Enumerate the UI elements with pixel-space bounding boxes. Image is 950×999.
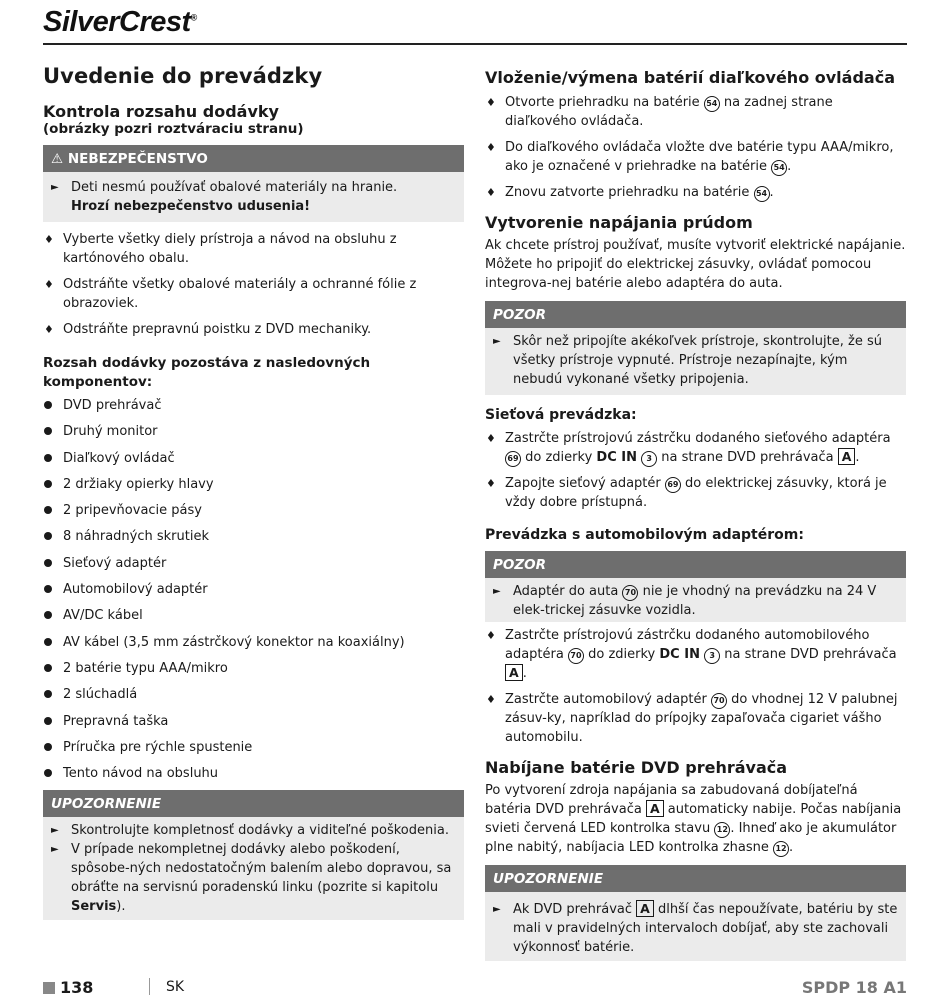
diamond-bullet-icon: ♦ [44, 233, 54, 246]
list-item: Sieťový adaptér [43, 554, 464, 573]
diamond-bullet-icon: ♦ [44, 323, 54, 336]
diamond-bullet-icon: ♦ [486, 477, 496, 490]
unpack-steps [43, 230, 464, 339]
note-item: ► Skontrolujte kompletnosť dodávky a viditeľné poškodenia. [51, 823, 449, 839]
danger-item: ► Deti nesmú používať obalové materiály na hranie. Hrozí nebezpečenstvo udusenia! [51, 180, 398, 214]
pozor-head: POZOR [485, 301, 906, 328]
mains-steps [485, 429, 906, 512]
arrow-bullet-icon: ► [51, 182, 59, 193]
note-head: UPOZORNENIE [43, 790, 464, 817]
ref-number: 54 [771, 160, 787, 176]
list-item: DVD prehrávač [43, 396, 464, 415]
list-item: Automobilový adaptér [43, 580, 464, 599]
diamond-bullet-icon: ♦ [486, 432, 496, 445]
note-box [43, 790, 464, 920]
diamond-bullet-icon: ♦ [486, 693, 496, 706]
footer-divider [149, 978, 150, 995]
pozor-box [485, 301, 906, 395]
list-item: 2 držiaky opierky hlavy [43, 475, 464, 494]
list-item: ♦ Otvorte priehradku na batérie 54 na zadnej strane diaľkového ovládača. [486, 95, 833, 129]
list-item: ♦ Do diaľkového ovládača vložte dve batérie typu AAA/mikro, ako je označené v priehradke na batérie 54 . [486, 140, 894, 174]
list-item: Druhý monitor [43, 422, 464, 441]
model-number: SPDP 18 A1 [801, 978, 907, 997]
pozor-item: ► Skôr než pripojíte akékoľvek prístroje, skontrolujte, že sú všetky prístroje vypnuté. Prístroje nezapínajte, kým nebudú vykonané všetky pripojenia. [493, 334, 882, 387]
list-item: Prepravná taška [43, 712, 464, 731]
arrow-bullet-icon: ► [493, 586, 501, 597]
contents-title: Rozsah dodávky pozostáva z nasledovných komponentov: [43, 355, 371, 390]
list-item: 2 pripevňovacie pásy [43, 501, 464, 520]
list-item: 2 batérie typu AAA/mikro [43, 659, 464, 678]
page-footer [43, 977, 907, 999]
power-title: Vytvorenie napájania prúdom [485, 213, 753, 232]
battery-steps [485, 93, 906, 202]
pozor-box [485, 551, 906, 622]
ref-number: 54 [704, 96, 720, 112]
page-marker-icon [43, 982, 55, 994]
danger-head: ⚠ NEBEZPEČENSTVO [43, 145, 464, 172]
page-title: Uvedenie do prevádzky [43, 64, 323, 88]
list-item: ♦ Zastrčte prístrojovú zástrčku dodaného automobilového adaptéra 70 do zdierky DC IN 3 na strane DVD prehrávača A . [486, 628, 897, 681]
language-code: SK [166, 979, 185, 995]
diamond-bullet-icon: ♦ [486, 141, 496, 154]
note-box [485, 865, 906, 961]
list-item: ♦ Odstráňte všetky obalové materiály a ochranné fólie z obrazoviek. [44, 277, 417, 311]
note-head: UPOZORNENIE [485, 865, 906, 892]
list-item: Diaľkový ovládač [43, 449, 464, 468]
list-item: Príručka pre rýchle spustenie [43, 738, 464, 757]
section-subtitle: (obrázky pozri roztváraciu stranu) [43, 121, 304, 137]
arrow-bullet-icon: ► [493, 904, 501, 915]
ref-number: 54 [754, 186, 770, 202]
list-item: ♦ Zastrčte prístrojovú zástrčku dodaného sieťového adaptéra 69 do zdierky DC IN 3 na strane DVD prehrávača A . [486, 431, 891, 465]
arrow-bullet-icon: ► [493, 336, 501, 347]
warning-triangle-icon: ⚠ [51, 151, 64, 167]
header-rule [43, 43, 907, 45]
arrow-bullet-icon: ► [51, 844, 59, 856]
car-steps [485, 626, 906, 747]
diamond-bullet-icon: ♦ [486, 96, 496, 109]
pozor-item: ► Adaptér do auta 70 nie je vhodný na prevádzku na 24 V elek-trickej zásuvke vozidla. [493, 584, 877, 618]
mains-title: Sieťová prevádzka: [485, 407, 637, 423]
list-item: ♦ Vyberte všetky diely prístroja a návod na obsluhu z kartónového obalu. [44, 232, 397, 266]
list-item: 2 slúchadlá [43, 685, 464, 704]
note-item: ► V prípade nekompletnej dodávky alebo poškodení, spôsobe-ných nedostatočným balením alebo dopravou, sa obráťte na servisnú poradenskú linku (pozrite si kapitolu Servis). [51, 842, 452, 915]
charge-text: Po vytvorení zdroja napájania sa zabudovaná dobíjateľná batéria DVD prehrávača A automaticky nabije. Počas nabíjania svieti červená LED kontrolka stavu 12 . Ihneď ako je akumulátor plne nabitý, nabíjacia LED kontrolka zhasne 12 . [485, 783, 902, 855]
list-item: Tento návod na obsluhu [43, 764, 464, 783]
charge-title: Nabíjane batérie DVD prehrávača [485, 758, 788, 777]
section-title: Kontrola rozsahu dodávky [43, 102, 279, 121]
list-item: AV/DC kábel [43, 606, 464, 625]
list-item: ♦ Odstráňte prepravnú poistku z DVD mechaniky. [44, 322, 372, 337]
note-item: ► Ak DVD prehrávač A dlhší čas nepoužívate, batériu by ste mali v pravidelných intervaloch dobíjať, aby ste zachovali výkonnosť batérie. [493, 901, 898, 955]
list-item: AV kábel (3,5 mm zástrčkový konektor na koaxiálny) [43, 633, 464, 652]
pozor-head: POZOR [485, 551, 906, 578]
page-number: 138 [60, 978, 94, 997]
diamond-bullet-icon: ♦ [44, 278, 54, 291]
diamond-bullet-icon: ♦ [486, 629, 496, 642]
battery-title: Vloženie/výmena batérií diaľkového ovládača [485, 68, 895, 87]
brand-logo: SilverCrest® [43, 6, 197, 38]
power-text: Ak chcete prístroj používať, musíte vytvoriť elektrické napájanie. Môžete ho pripojiť do elektrickej zásuvky, ovládať pomocou integrova-nej batérie alebo adaptéra do auta. [485, 238, 906, 291]
left-column [43, 62, 464, 920]
list-item: ♦ Zastrčte automobilový adaptér 70 do vhodnej 12 V palubnej zásuv-ky, napríklad do prípojky zapaľovača cigariet vášho automobilu. [486, 692, 898, 745]
danger-box [43, 145, 464, 222]
right-column [485, 62, 906, 961]
diamond-bullet-icon: ♦ [486, 186, 496, 199]
list-item: ♦ Zapojte sieťový adaptér 69 do elektrickej zásuvky, ktorá je vždy dobre prístupná. [486, 476, 887, 510]
list-item: 8 náhradných skrutiek [43, 527, 464, 546]
car-title: Prevádzka s automobilovým adaptérom: [485, 527, 804, 543]
arrow-bullet-icon: ► [51, 825, 59, 837]
list-item: ♦ Znovu zatvorte priehradku na batérie 54 . [486, 185, 774, 200]
contents-list [43, 396, 464, 783]
